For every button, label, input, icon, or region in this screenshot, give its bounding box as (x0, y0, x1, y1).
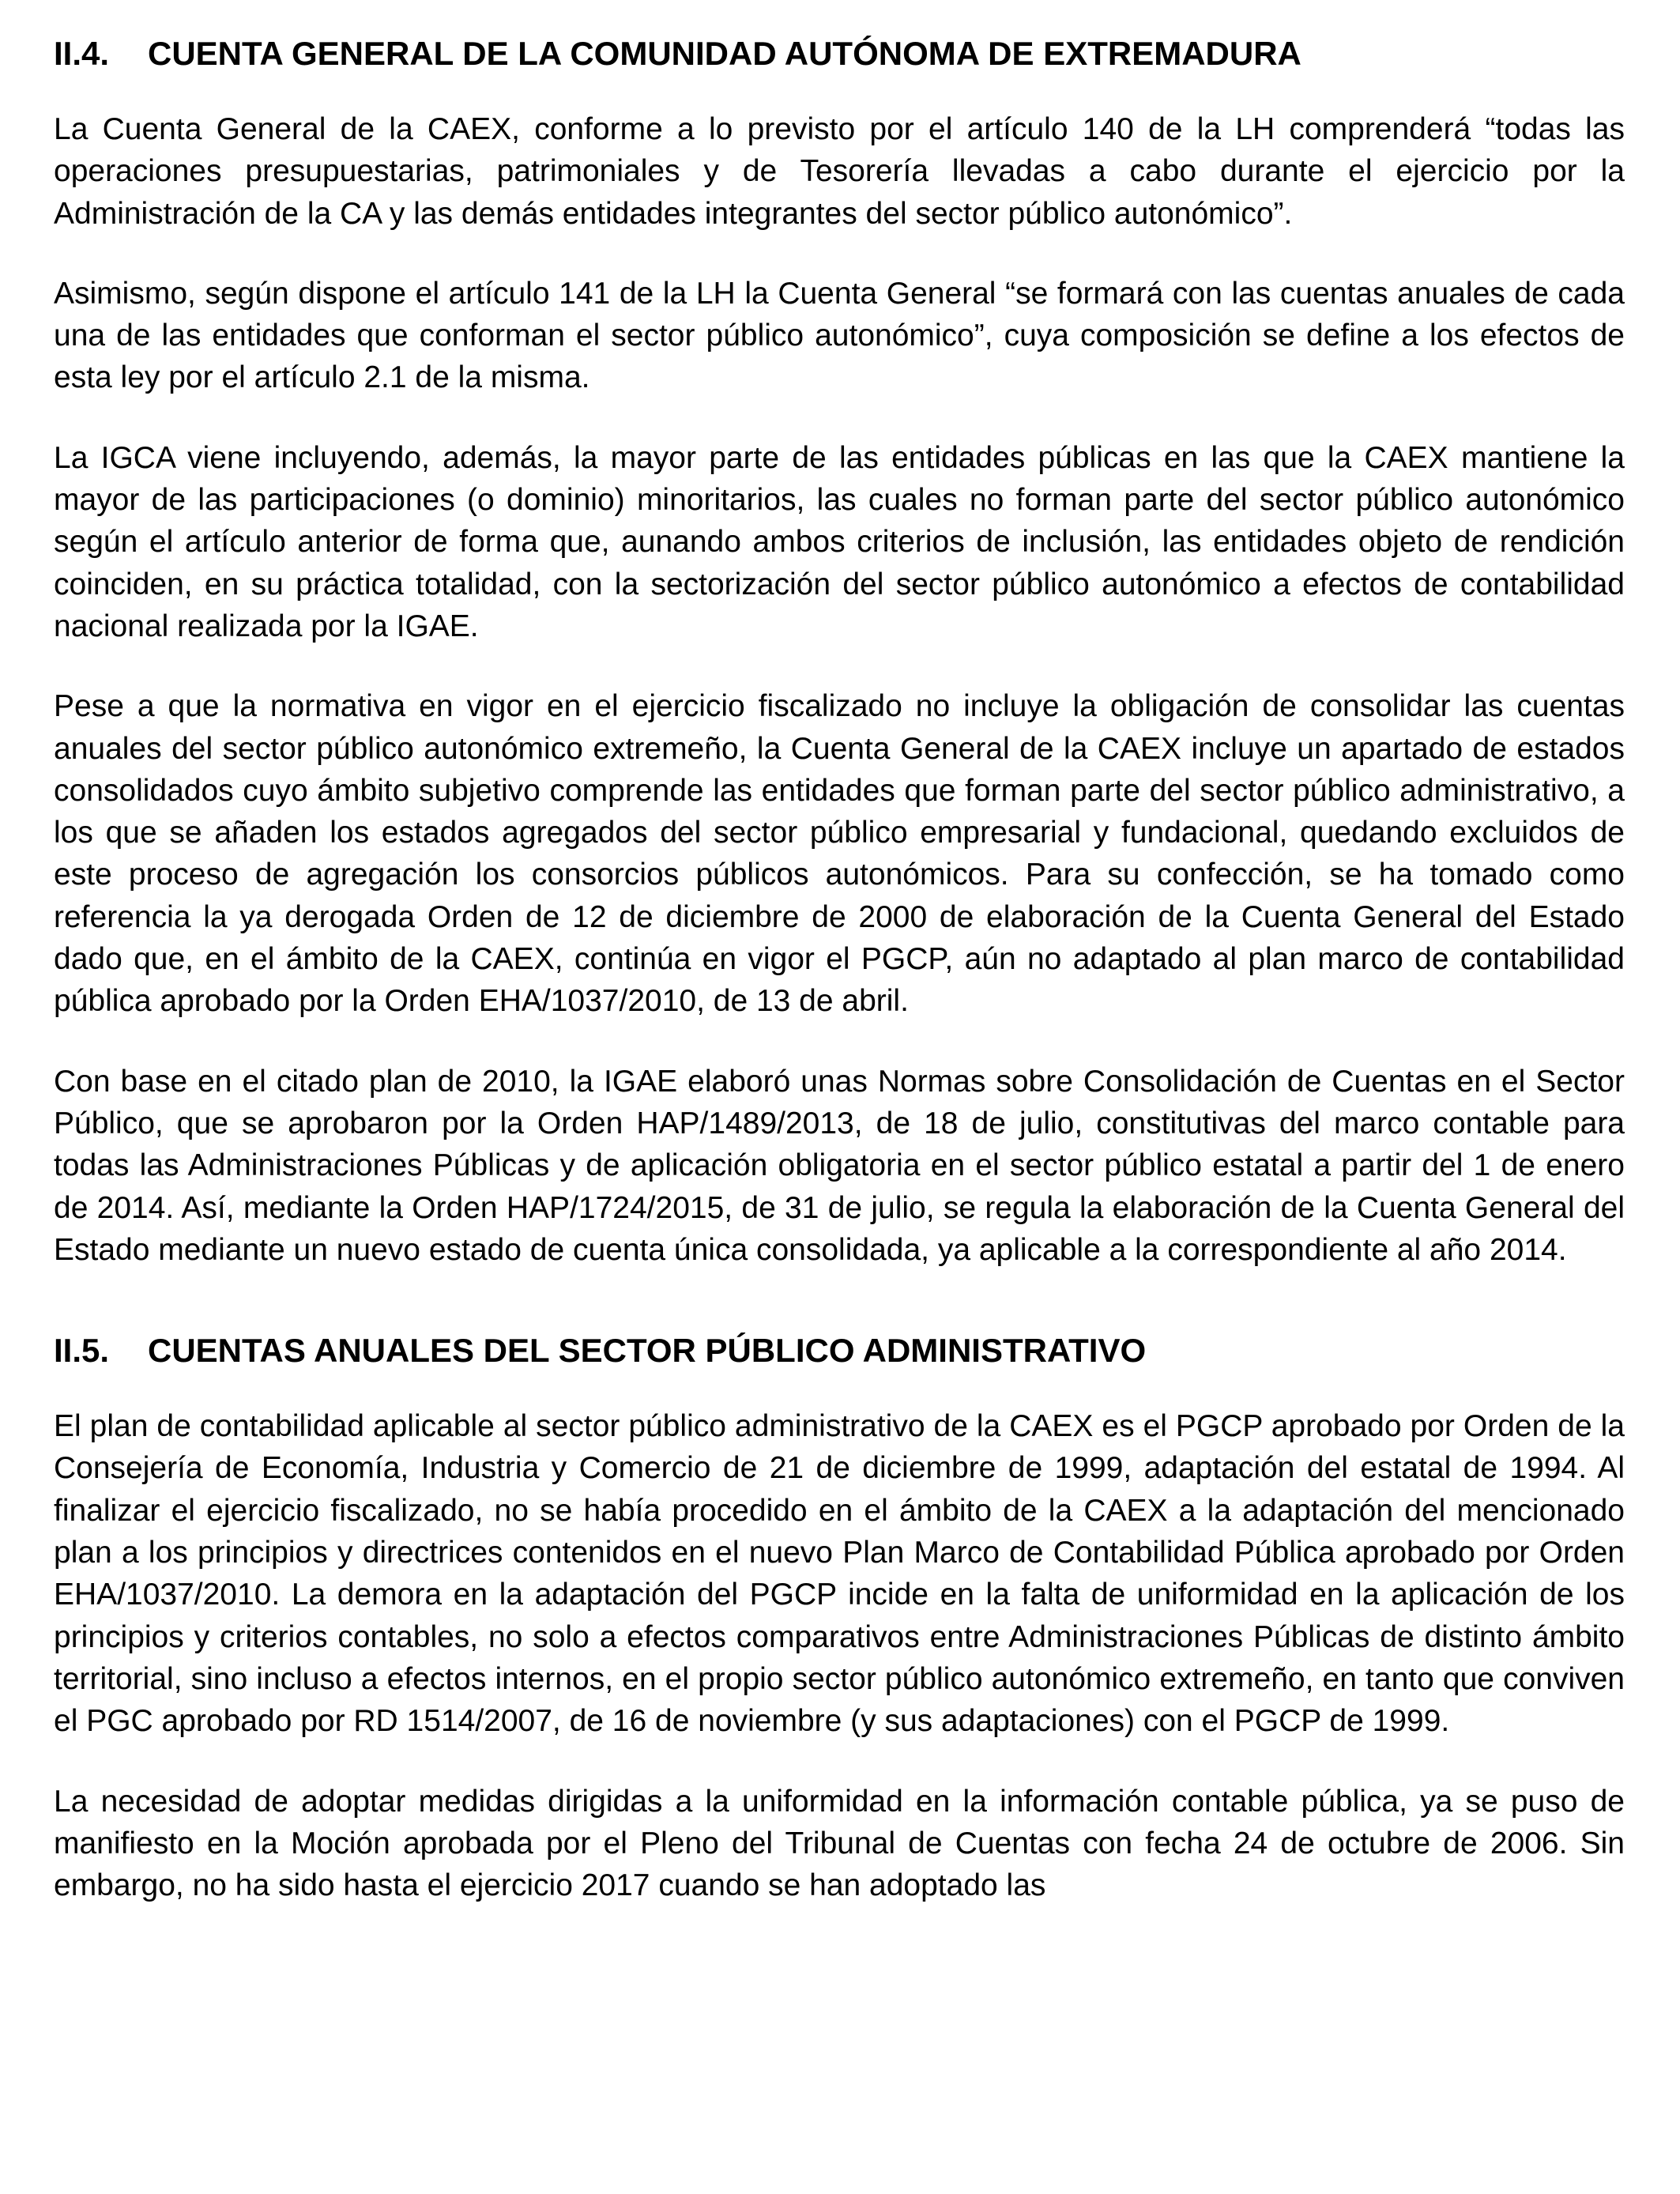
paragraph: La IGCA viene incluyendo, además, la mayor parte de las entidades públicas en las que la CAEX mantiene la mayor de las participaciones (o dominio) minoritarios, las cuales no forman parte del sector público autonómico según el artículo anterior de forma que, aunando ambos criterios de inclusión, las entidades objeto de rendición coinciden, en su práctica totalidad, con la sectorización del sector público autonómico a efectos de contabilidad nacional realizada por la IGAE. (54, 440, 1625, 643)
paragraph: Con base en el citado plan de 2010, la IGAE elaboró unas Normas sobre Consolidación de Cuentas en el Sector Público, que se aprobaron por la Orden HAP/1489/2013, de 18 de julio, constitutivas del marco contable para todas las Administraciones Públicas y de aplicación obligatoria en el sector público estatal a partir del 1 de enero de 2014. Así, mediante la Orden HAP/1724/2015, de 31 de julio, se regula la elaboración de la Cuenta General del Estado mediante un nuevo estado de cuenta única consolidada, ya aplicable a la correspondiente al año 2014. (54, 1064, 1625, 1267)
paragraph: El plan de contabilidad aplicable al sector público administrativo de la CAEX es el PGCP aprobado por Orden de la Consejería de Economía, Industria y Comercio de 21 de diciembre de 1999, adaptación del estatal de 1994. Al finalizar el ejercicio fiscalizado, no se había procedido en el ámbito de la CAEX a la adaptación del mencionado plan a los principios y directrices contenidos en el nuevo Plan Marco de Contabilidad Pública aprobado por Orden EHA/1037/2010. La demora en la adaptación del PGCP incide en la falta de uniformidad en la aplicación de los principios y criterios contables, no solo a efectos comparativos entre Administraciones Públicas de distinto ámbito territorial, sino incluso a efectos internos, en el propio sector público autonómico extremeño, en tanto que conviven el PGC aprobado por RD 1514/2007, de 16 de noviembre (y sus adaptaciones) con el PGCP de 1999. (54, 1409, 1625, 1739)
section-number: II.4. (54, 35, 110, 72)
section-title: CUENTAS ANUALES DEL SECTOR PÚBLICO ADMINISTRATIVO (148, 1332, 1147, 1370)
section-heading-ii-5 (54, 1327, 1625, 1374)
section-title: CUENTA GENERAL DE LA COMUNIDAD AUTÓNOMA DE EXTREMADURA (148, 35, 1301, 72)
paragraph: Asimismo, según dispone el artículo 141 de la LH la Cuenta General “se formará con las cuentas anuales de cada una de las entidades que conforman el sector público autonómico”, cuya composición se define a los efectos de esta ley por el artículo 2.1 de la misma. (54, 276, 1625, 395)
document-page (54, 30, 1625, 1906)
paragraph: La Cuenta General de la CAEX, conforme a lo previsto por el artículo 140 de la LH comprenderá “todas las operaciones presupuestarias, patrimoniales y de Tesorería llevadas a cabo durante el ejercicio por la Administración de la CA y las demás entidades integrantes del sector público autonómico”. (54, 112, 1625, 231)
paragraph: La necesidad de adoptar medidas dirigidas a la uniformidad en la información contable pública, ya se puso de manifiesto en la Moción aprobada por el Pleno del Tribunal de Cuentas con fecha 24 de octubre de 2006. Sin embargo, no ha sido hasta el ejercicio 2017 cuando se han adoptado las (54, 1784, 1625, 1903)
section-heading-ii-4 (54, 30, 1625, 77)
paragraph: Pese a que la normativa en vigor en el ejercicio fiscalizado no incluye la obligación de consolidar las cuentas anuales del sector público autonómico extremeño, la Cuenta General de la CAEX incluye un apartado de estados consolidados cuyo ámbito subjetivo comprende las entidades que forman parte del sector público administrativo, a los que se añaden los estados agregados del sector público empresarial y fundacional, quedando excluidos de este proceso de agregación los consorcios públicos autonómicos. Para su confección, se ha tomado como referencia la ya derogada Orden de 12 de diciembre de 2000 de elaboración de la Cuenta General del Estado dado que, en el ámbito de la CAEX, continúa en vigor el PGCP, aún no adaptado al plan marco de contabilidad pública aprobado por la Orden EHA/1037/2010, de 13 de abril. (54, 689, 1625, 1019)
section-number: II.5. (54, 1332, 110, 1370)
